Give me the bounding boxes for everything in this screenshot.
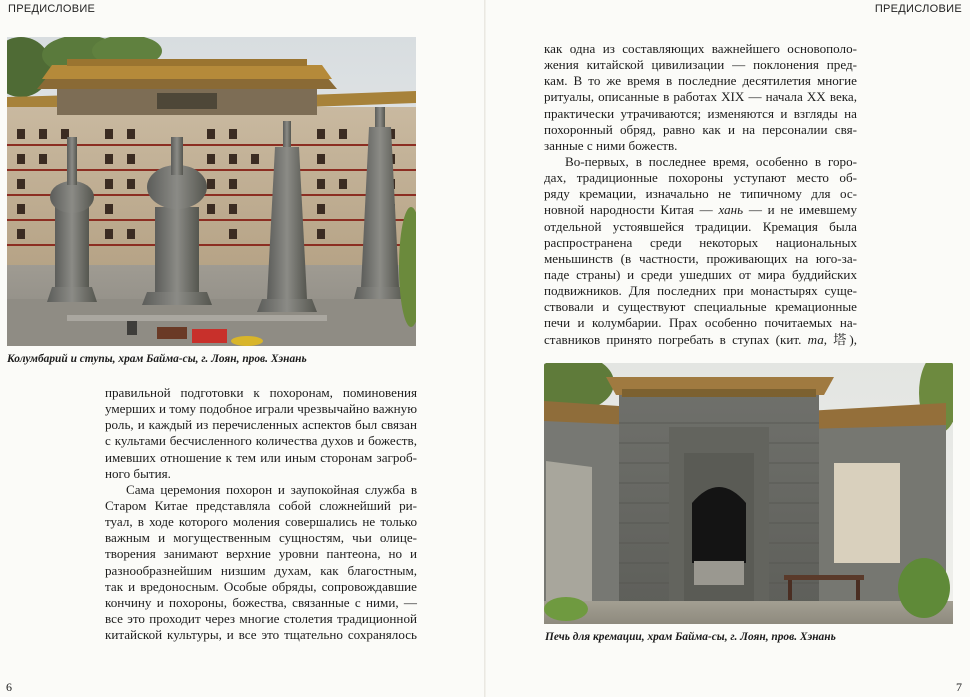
text-line: умерших и тому подобное играли чрезвычайно важную: [105, 401, 417, 417]
text-line: важным и могущественным сущностям, чьи олице-: [105, 530, 417, 546]
text-fragment: ставников принято погребать в ступах (кит.: [544, 331, 808, 347]
text-line: меньшинств (в частности, проживающих на юго-за-: [544, 250, 857, 266]
text-line: ряду кремации, изначально не типичному для ос-: [544, 186, 857, 202]
text-column-left: [105, 385, 417, 643]
text-line: печи и колумбарии. Прах особенно почитаемых на-: [544, 315, 857, 331]
text-line: разнообразнейшим низшим духам, как благостным,: [105, 562, 417, 578]
text-line: похоронный обряд, равно как и на персоналии свя-: [544, 121, 857, 137]
text-line: отдельной устоявшейся традиции. Кремация была: [544, 218, 857, 234]
text-fragment: новной народности Китая —: [544, 202, 719, 218]
text-line: так и вредоносным. Особые обряды, сопровождавшие: [105, 578, 417, 594]
page-gutter: [484, 0, 486, 697]
text-line: все это проходит через многие столетия традиционной: [105, 610, 417, 626]
text-line: правильной подготовки к похоронам, поминовения: [105, 385, 417, 400]
text-line: роль, и каждый из перечисленных аспектов был связан: [105, 417, 417, 433]
text-fragment: , 塔),: [823, 331, 858, 347]
text-line: имевших отношение к тем или иным сторонам загроб-: [105, 449, 417, 465]
text-column-right: [544, 41, 857, 348]
text-line: творения занимают верхние уровни пантеона, но и: [105, 546, 417, 562]
text-line: дах, традиционные похороны уступают место об-: [544, 170, 857, 186]
caption-right-photo: Печь для кремации, храм Байма-сы, г. Лоян, пров. Хэнань: [545, 631, 836, 643]
text-line: паде страны) и среди ушедших от мира буддийских: [544, 266, 857, 282]
columbarium-stupas-photo: [7, 37, 416, 346]
text-line: ного бытия.: [105, 465, 171, 481]
text-line: китайской культуры, и все это тщательно сохранялось: [105, 627, 417, 643]
caption-left-photo: Колумбарий и ступы, храм Байма-сы, г. Лоян, пров. Хэнань: [7, 353, 307, 365]
text-line-with-term: [544, 332, 857, 348]
text-line: кам. В то же время в последние десятилетия многие: [544, 73, 857, 89]
text-line: занные с ними божеств.: [544, 137, 678, 153]
term-han: хань: [718, 202, 744, 218]
text-line: Во-первых, в последнее время, особенно в горо-: [565, 153, 857, 169]
text-line: ритуалы, описанные в работах XIX — начала XX века,: [544, 89, 857, 105]
text-line: кончину и похороны, божества, связанные с ними, —: [105, 594, 417, 610]
text-line: подвижников. Для последних при монастырях суще-: [544, 283, 857, 299]
text-line: распространена среди некоторых национальных: [544, 234, 857, 250]
text-line: с культами бесчисленного количества духов и божеств,: [105, 433, 417, 449]
text-line: Сама церемония похорон и заупокойная служба в: [126, 481, 417, 497]
text-line: ствовали и существуют специальные кремационные: [544, 299, 857, 315]
text-line-with-term: [544, 202, 857, 218]
running-head-right: ПРЕДИСЛОВИЕ: [874, 3, 962, 15]
page-number-right: 7: [956, 680, 962, 694]
text-line: Старом Китае представляла собой сложнейший ри-: [105, 497, 417, 513]
cremation-furnace-photo: [544, 363, 953, 624]
text-line: жения китайской цивилизации — поклонения пред-: [544, 57, 857, 73]
term-ta: та: [807, 331, 824, 347]
text-line: как одна из составляющих важнейшего основополо-: [544, 41, 857, 56]
page-number-left: 6: [6, 680, 12, 694]
text-line: туал, в ходе которого моления совершались не только: [105, 514, 417, 530]
running-head-left: ПРЕДИСЛОВИЕ: [8, 3, 96, 15]
text-line: практически утрачиваются; изменяются и взгляды на: [544, 105, 857, 121]
text-fragment: — и не имевшему: [743, 202, 858, 218]
